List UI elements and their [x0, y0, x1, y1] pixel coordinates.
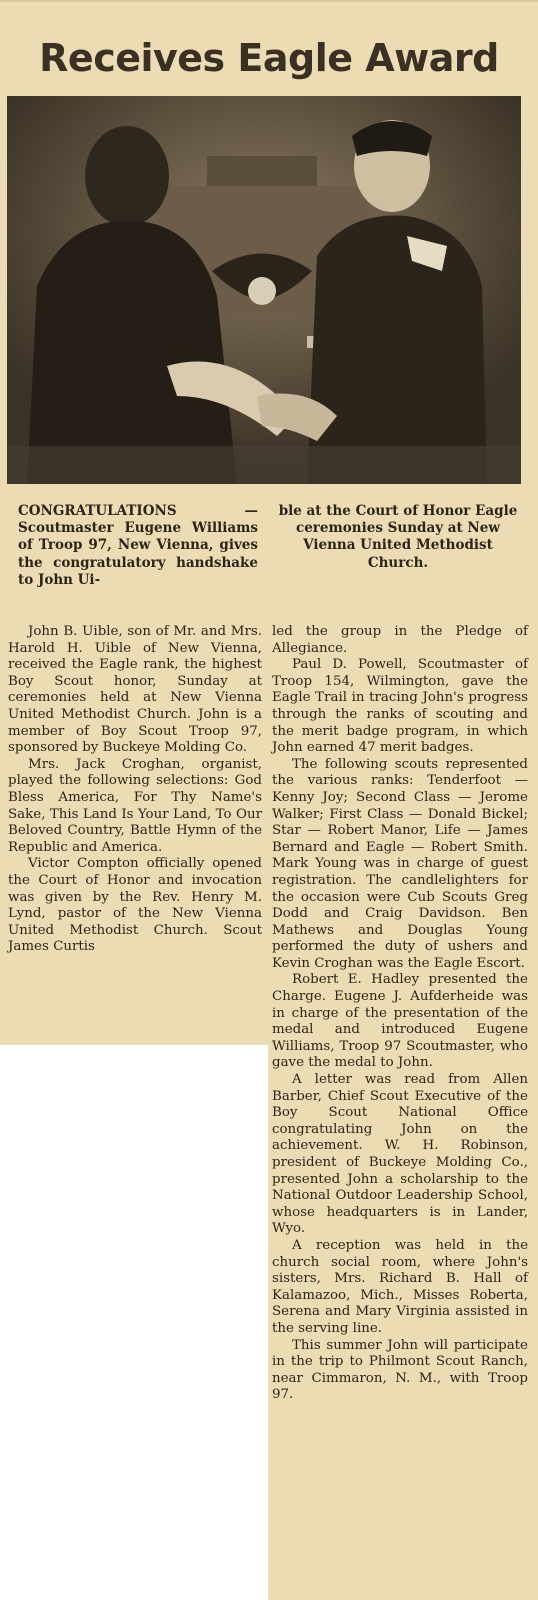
paper-edge [0, 0, 538, 2]
headline: Receives Eagle Award [39, 36, 499, 80]
photo-caption-left: CONGRATULATIONS — Scoutmaster Eugene Williams of Troop 97, New Vienna, gives the congratulatory handshake to John Ui- [18, 503, 258, 588]
article-paragraph: This summer John will participate in the trip to Philmont Scout Ranch, near Cimmaron, N. M., with Troop 97. [272, 1337, 528, 1403]
article-paragraph: John B. Uible, son of Mr. and Mrs. Harold H. Uible of New Vienna, received the Eagle rank, the highest Boy Scout honor, Sunday at ceremonies held at New Vienna United Methodist Church. John is a member of Boy Scout Troop 97, sponsored by Buckeye Molding Co. [8, 624, 262, 756]
article-paragraph: Mrs. Jack Croghan, organist, played the following selections: God Bless America, For Thy Name's Sake, This Land Is Your Land, To Our Beloved Country, Battle Hymn of the Republic and America. [8, 756, 262, 855]
article-paragraph: The following scouts represented the various ranks: Tenderfoot — Kenny Joy; Second Class — Jerome Walker; First Class — Donald Bickel; Star — Robert Manor, Life — James Bernard and Eagle — Robert Smith. Mark Young was in charge of guest registration. The candlelighters for the occasion were Cub Scouts Greg Dodd and Craig Davidson. Ben Mathews and Douglas Young performed the duty of ushers and Kevin Croghan was the Eagle Escort. [272, 756, 528, 971]
article-paragraph: A letter was read from Allen Barber, Chief Scout Executive of the Boy Scout National Office congratulating John on the achievement. W. H. Robinson, president of Buckeye Molding Co., presented John a scholarship to the National Outdoor Leadership School, whose headquarters is in Lander, Wyo. [272, 1072, 528, 1237]
handshake-photo [7, 96, 521, 484]
article-paragraph: Victor Compton officially opened the Court of Honor and invocation was given by the Rev. Henry M. Lynd, pastor of the New Vienna United Methodist Church. Scout James Curtis [8, 856, 262, 955]
article-paragraph: A reception was held in the church social room, where John's sisters, Mrs. Richard B. Hall of Kalamazoo, Mich., Misses Roberta, Serena and Mary Virginia assisted in the serving line. [272, 1237, 528, 1336]
article-paragraph-continued: led the group in the Pledge of Allegiance. [272, 624, 528, 656]
article-column-right [272, 624, 528, 1404]
article-column-left [8, 624, 262, 956]
article-paragraph: Robert E. Hadley presented the Charge. Eugene J. Aufderheide was in charge of the presentation of the medal and introduced Eugene Williams, Troop 97 Scoutmaster, who gave the medal to John. [272, 972, 528, 1071]
photo-caption-right: ble at the Court of Honor Eagle ceremonies Sunday at New Vienna United Methodist Church. [278, 503, 518, 571]
article-paragraph: Paul D. Powell, Scoutmaster of Troop 154, Wilmington, gave the Eagle Trail in tracing John's progress through the ranks of scouting and the merit badge program, in which John earned 47 merit badges. [272, 657, 528, 756]
